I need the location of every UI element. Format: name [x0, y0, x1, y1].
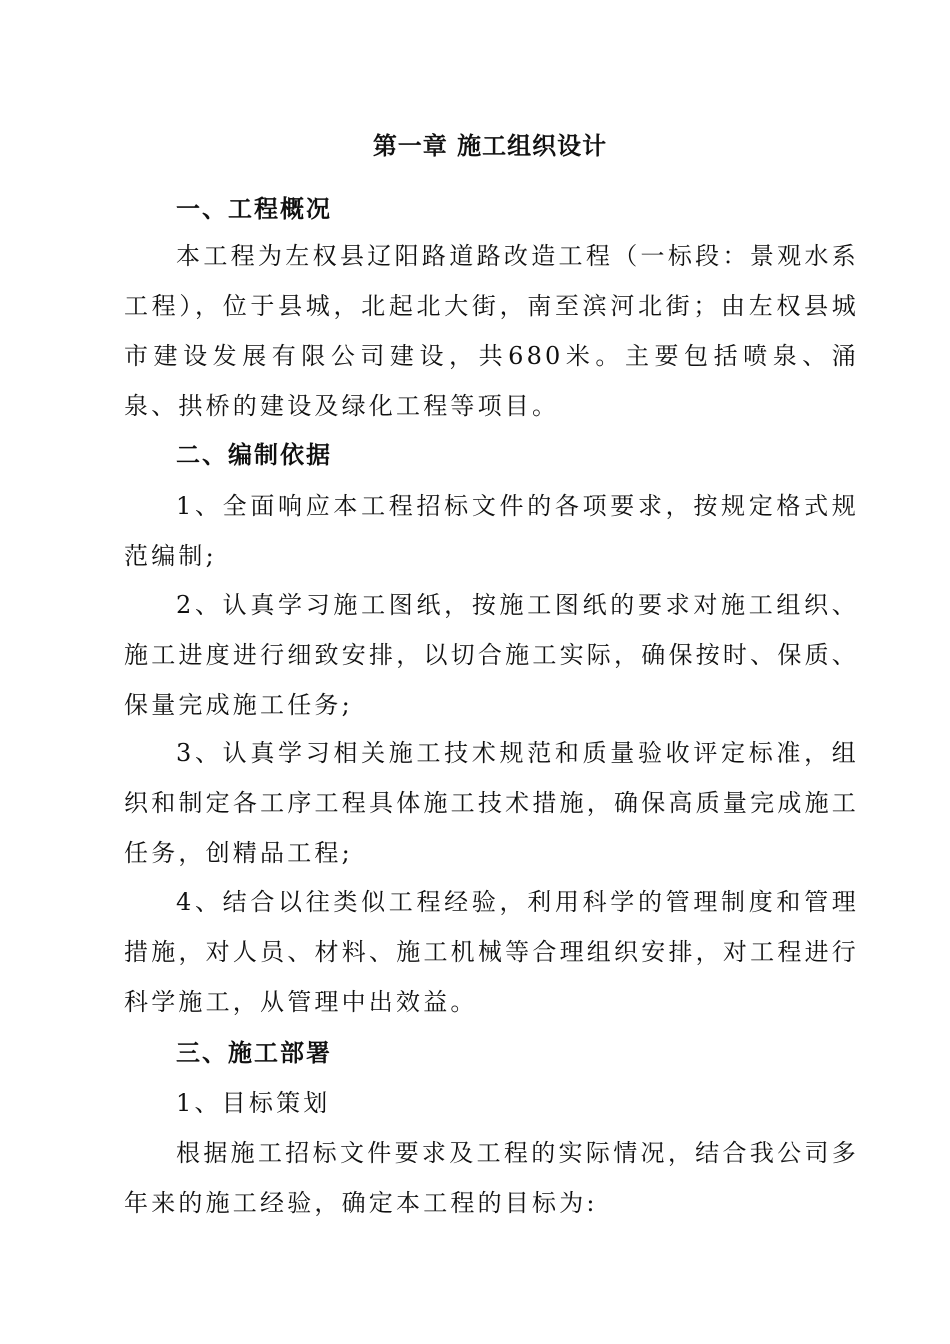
section-heading-basis: 二、编制依据: [176, 440, 332, 469]
paragraph: 3、认真学习相关施工技术规范和质量验收评定标准，组织和制定各工序工程具体施工技术措施，确保高质量完成施工任务，创精品工程;: [124, 739, 859, 867]
section-heading-overview: 一、工程概况: [176, 194, 332, 223]
section-body-deployment-2: [124, 1128, 859, 1228]
section-body-basis: [124, 481, 859, 581]
section-body-basis-3: [124, 728, 859, 878]
paragraph: 4、结合以往类似工程经验，利用科学的管理制度和管理措施，对人员、材料、施工机械等合理组织安排，对工程进行科学施工，从管理中出效益。: [124, 888, 859, 1016]
section-body-deployment: [124, 1078, 859, 1128]
section-body-basis-2: [124, 580, 859, 730]
section-heading-deployment: 三、施工部署: [176, 1038, 332, 1067]
paragraph: 1、目标策划: [176, 1089, 331, 1117]
paragraph: 根据施工招标文件要求及工程的实际情况，结合我公司多年来的施工经验，确定本工程的目标为:: [124, 1139, 859, 1217]
section-body-basis-4: [124, 877, 859, 1027]
paragraph: 本工程为左权县辽阳路道路改造工程（一标段：景观水系工程），位于县城，北起北大街，南至滨河北街；由左权县城市建设发展有限公司建设，共680米。主要包括喷泉、涌泉、拱桥的建设及绿化工程等项目。: [124, 242, 859, 420]
paragraph: 2、认真学习施工图纸，按施工图纸的要求对施工组织、施工进度进行细致安排，以切合施工实际，确保按时、保质、保量完成施工任务;: [124, 591, 859, 719]
chapter-title: 第一章 施工组织设计: [372, 131, 608, 160]
section-body-overview: [124, 231, 859, 431]
paragraph: 1、全面响应本工程招标文件的各项要求，按规定格式规范编制;: [124, 492, 859, 570]
